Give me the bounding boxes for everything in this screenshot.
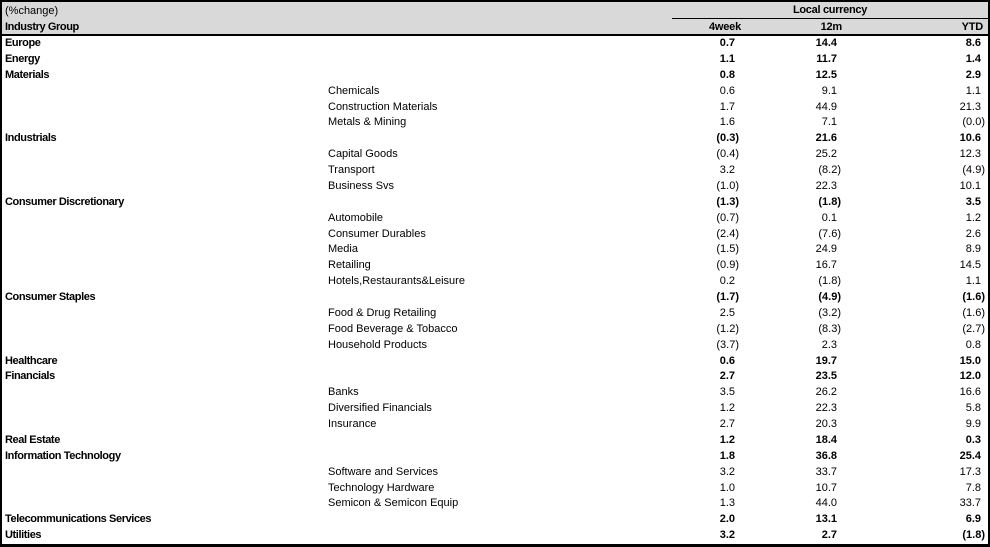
row-label: Banks — [328, 386, 359, 399]
value-12m: 10.7 — [815, 481, 837, 494]
value-12m: (4.9) — [818, 291, 841, 303]
table-row — [2, 369, 988, 385]
row-label: Chemicals — [328, 84, 380, 97]
local-currency-group-header: Local currency — [672, 2, 988, 19]
row-label: Materials — [5, 68, 50, 81]
row-label: Consumer Discretionary — [5, 195, 124, 208]
value-ytd: (2.7) — [962, 322, 985, 335]
value-4week: 2.7 — [719, 370, 735, 383]
value-ytd: 1.2 — [965, 211, 981, 224]
value-4week: (0.3) — [716, 132, 739, 145]
table-row — [2, 258, 988, 274]
row-label: Food Beverage & Tobacco — [328, 322, 458, 335]
table-row — [2, 338, 988, 354]
row-label: Europe — [5, 37, 41, 49]
value-12m: 2.3 — [821, 338, 837, 351]
value-12m: 44.9 — [815, 100, 837, 113]
value-12m: 13.1 — [815, 513, 837, 526]
value-ytd: 16.6 — [959, 386, 981, 399]
value-ytd: 33.7 — [959, 497, 981, 510]
value-12m: 26.2 — [815, 386, 837, 399]
row-label: Telecommunications Services — [5, 513, 152, 526]
table-row — [2, 512, 988, 528]
value-4week: 2.0 — [719, 513, 735, 526]
value-4week: 3.2 — [719, 529, 735, 542]
value-4week: 2.7 — [719, 418, 735, 430]
value-ytd: 14.5 — [959, 259, 981, 272]
value-ytd: (1.8) — [962, 529, 985, 542]
value-12m: (1.8) — [818, 275, 841, 288]
table-row — [2, 163, 988, 179]
value-ytd: 21.3 — [959, 100, 981, 113]
table-row — [2, 290, 988, 306]
value-12m: 25.2 — [815, 148, 837, 161]
table-row — [2, 274, 988, 290]
value-4week: 1.6 — [719, 116, 735, 129]
value-4week: 3.2 — [719, 164, 735, 176]
value-ytd: 2.9 — [965, 68, 981, 81]
row-label: Household Products — [328, 338, 428, 351]
table-row — [2, 227, 988, 243]
value-4week: (1.7) — [716, 291, 739, 303]
value-ytd: 1.1 — [965, 84, 981, 97]
value-12m: 19.7 — [815, 354, 837, 367]
table-row — [2, 496, 988, 512]
table-row — [2, 100, 988, 116]
value-12m: 12.5 — [815, 68, 837, 81]
row-label: Financials — [5, 370, 55, 383]
value-ytd: (0.0) — [962, 116, 985, 129]
value-4week: (1.5) — [716, 243, 739, 256]
value-4week: (0.9) — [716, 259, 739, 272]
table-row — [2, 433, 988, 449]
value-ytd: 1.1 — [965, 275, 981, 288]
table-row — [2, 179, 988, 195]
value-4week: (0.4) — [716, 148, 739, 161]
value-12m: (3.2) — [818, 306, 841, 319]
value-12m: (1.8) — [818, 195, 841, 208]
table-row — [2, 211, 988, 227]
value-ytd: 17.3 — [959, 465, 981, 478]
value-4week: (1.3) — [716, 195, 739, 208]
value-4week: 3.5 — [719, 386, 735, 399]
value-4week: 3.2 — [719, 465, 735, 478]
value-ytd: 2.6 — [965, 227, 981, 240]
table-header — [2, 2, 988, 36]
value-12m: (8.3) — [818, 322, 841, 335]
row-label: Construction Materials — [328, 100, 438, 113]
row-label: Diversified Financials — [328, 402, 432, 415]
header-row-units — [2, 2, 988, 19]
value-12m: 21.6 — [815, 132, 837, 145]
value-4week: 1.2 — [719, 402, 735, 415]
row-label: Technology Hardware — [328, 481, 435, 494]
value-12m: 11.7 — [816, 52, 837, 65]
value-12m: 14.4 — [815, 37, 837, 49]
value-4week: 0.7 — [719, 37, 735, 49]
percent-change-label: (%change) — [5, 4, 59, 17]
value-4week: (0.7) — [716, 211, 739, 224]
value-12m: (8.2) — [818, 164, 841, 176]
value-12m: 23.5 — [815, 370, 837, 383]
value-4week: 1.8 — [719, 449, 735, 462]
row-label: Consumer Staples — [5, 291, 96, 303]
value-12m: 20.3 — [815, 418, 837, 430]
value-ytd: 12.0 — [959, 370, 981, 383]
row-label: Information Technology — [5, 449, 121, 462]
table-row — [2, 354, 988, 370]
table-row — [2, 52, 988, 68]
row-label: Metals & Mining — [328, 116, 407, 129]
table-row — [2, 465, 988, 481]
value-12m: 18.4 — [815, 433, 837, 446]
value-ytd: 12.3 — [959, 148, 981, 161]
value-ytd: 6.9 — [965, 513, 981, 526]
row-label: Media — [328, 243, 358, 256]
row-label: Insurance — [328, 418, 377, 430]
table-row — [2, 195, 988, 211]
table-row — [2, 115, 988, 131]
industry-group-header: Industry Group — [5, 20, 79, 33]
col-header-ytd: YTD — [961, 20, 983, 33]
value-4week: 0.6 — [719, 354, 735, 367]
value-4week: (1.2) — [716, 322, 739, 335]
table-row — [2, 242, 988, 258]
header-row-columns — [2, 19, 988, 34]
row-label: Food & Drug Retailing — [328, 306, 437, 319]
value-12m: 7.1 — [821, 116, 837, 129]
row-label: Retailing — [328, 259, 371, 272]
row-label: Hotels,Restaurants&Leisure — [328, 275, 465, 288]
value-4week: 1.3 — [719, 497, 735, 510]
value-ytd: (1.6) — [962, 306, 985, 319]
col-header-4week: 4week — [708, 20, 741, 33]
row-label: Industrials — [5, 132, 57, 145]
value-4week: (1.0) — [716, 179, 739, 192]
value-ytd: 15.0 — [959, 354, 981, 367]
value-4week: (2.4) — [716, 227, 739, 240]
table-row — [2, 449, 988, 465]
col-header-12m: 12m — [820, 20, 842, 33]
table-row — [2, 147, 988, 163]
value-4week: (3.7) — [716, 338, 739, 351]
table-row — [2, 481, 988, 497]
value-12m: 22.3 — [815, 402, 837, 415]
table-row — [2, 68, 988, 84]
row-label: Business Svs — [328, 179, 395, 192]
value-4week: 1.7 — [719, 100, 735, 113]
value-ytd: 0.3 — [965, 433, 981, 446]
value-12m: 22.3 — [815, 179, 837, 192]
table-row — [2, 306, 988, 322]
value-ytd: 10.1 — [959, 179, 981, 192]
value-ytd: 8.6 — [965, 37, 981, 49]
row-label: Automobile — [328, 211, 384, 224]
table-row — [2, 385, 988, 401]
value-4week: 0.8 — [719, 68, 735, 81]
value-ytd: 9.9 — [965, 418, 981, 430]
table-body — [2, 36, 988, 544]
table-row — [2, 84, 988, 100]
value-12m: 36.8 — [815, 449, 837, 462]
table-row — [2, 36, 988, 52]
value-12m: (7.6) — [818, 227, 841, 240]
table-row — [2, 528, 988, 544]
value-12m: 0.1 — [821, 211, 837, 224]
value-12m: 2.7 — [821, 529, 837, 542]
row-label: Energy — [5, 52, 40, 65]
value-ytd: 5.8 — [965, 402, 981, 415]
value-ytd: 3.5 — [965, 195, 981, 208]
row-label: Consumer Durables — [328, 227, 426, 240]
row-label: Utilities — [5, 529, 42, 542]
value-ytd: 1.4 — [965, 52, 981, 65]
row-label: Transport — [328, 164, 375, 176]
value-ytd: 0.8 — [965, 338, 981, 351]
value-12m: 44.0 — [815, 497, 837, 510]
row-label: Capital Goods — [328, 148, 398, 161]
table-row — [2, 322, 988, 338]
row-label: Real Estate — [5, 433, 60, 446]
value-12m: 9.1 — [821, 84, 837, 97]
row-label: Semicon & Semicon Equip — [328, 497, 459, 510]
value-4week: 0.2 — [719, 275, 735, 288]
table-row — [2, 401, 988, 417]
value-4week: 1.1 — [719, 52, 735, 65]
value-ytd: (4.9) — [962, 164, 985, 176]
value-4week: 0.6 — [719, 84, 735, 97]
value-4week: 1.2 — [719, 433, 735, 446]
value-4week: 2.5 — [719, 306, 735, 319]
value-12m: 24.9 — [815, 243, 837, 256]
value-12m: 33.7 — [815, 465, 837, 478]
value-4week: 1.0 — [719, 481, 735, 494]
table-row — [2, 417, 988, 433]
value-ytd: 10.6 — [959, 132, 981, 145]
value-ytd: (1.6) — [962, 291, 985, 303]
row-label: Healthcare — [5, 354, 58, 367]
value-12m: 16.7 — [815, 259, 837, 272]
row-label: Software and Services — [328, 465, 439, 478]
value-ytd: 8.9 — [965, 243, 981, 256]
value-ytd: 7.8 — [965, 481, 981, 494]
table-row — [2, 131, 988, 147]
value-ytd: 25.4 — [959, 449, 981, 462]
